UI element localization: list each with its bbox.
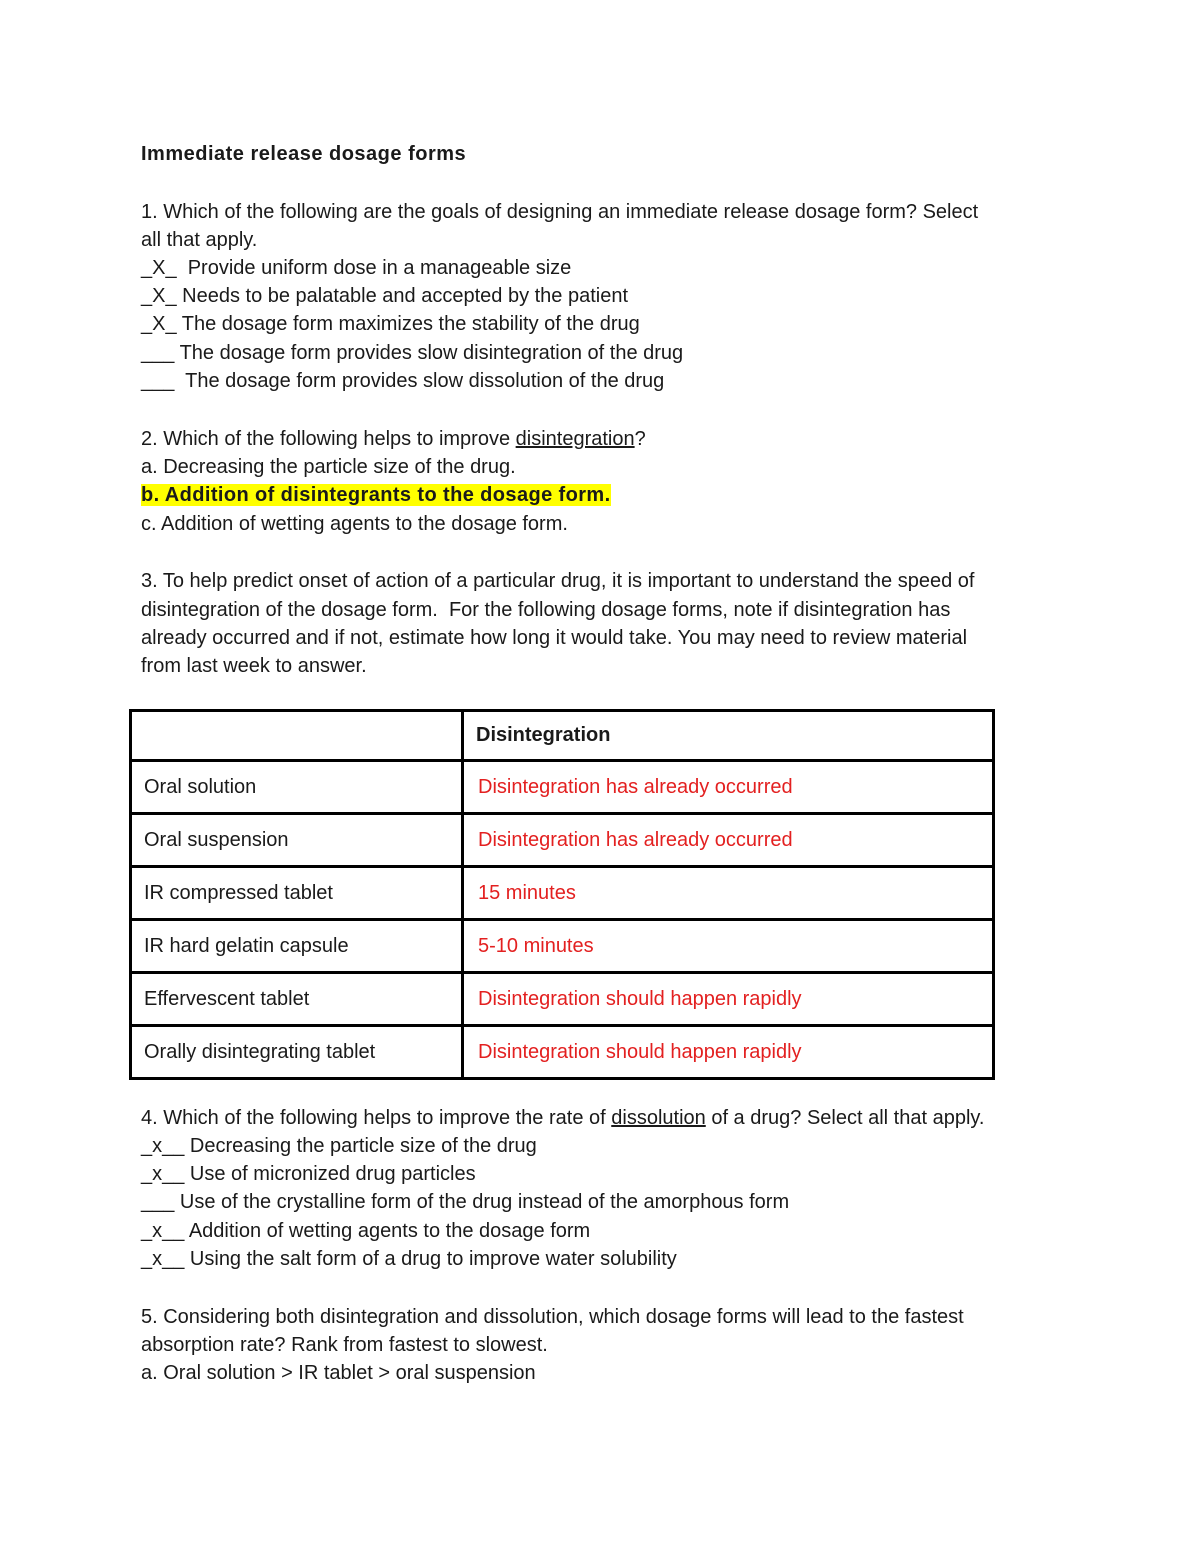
table-header-cell [131,711,463,761]
question-3-text-cont: disintegration of the dosage form. For the following dosage forms, note if disintegration has [141,599,951,621]
q2-option-a: a. Decreasing the particle size of the drug. [141,456,516,478]
q4-option: _x__ Decreasing the particle size of the drug [141,1135,537,1157]
q4-option: _x__ Using the salt form of a drug to improve water solubility [141,1248,677,1270]
dosage-form-cell: IR hard gelatin capsule [131,920,463,973]
q2-suffix: ? [634,428,646,450]
question-5-text: 5. Considering both disintegration and dissolution, which dosage forms will lead to the fastest [141,1306,964,1328]
question-3-text-cont: from last week to answer. [141,655,367,677]
disintegration-answer-cell: 5-10 minutes [463,920,994,973]
q1-option: _X_ Needs to be palatable and accepted by the patient [141,285,629,307]
disintegration-answer-cell: Disintegration has already occurred [463,814,994,867]
q1-option: _X_ Provide uniform dose in a manageable size [141,257,572,279]
q1-option: ___ The dosage form provides slow dissolution of the drug [141,370,665,392]
disintegration-answer-cell: Disintegration should happen rapidly [463,973,994,1026]
q1-option: _X_ The dosage form maximizes the stability of the drug [141,313,640,335]
q2-option-c: c. Addition of wetting agents to the dosage form. [141,513,568,535]
table-row [131,761,994,814]
q2-option-b [141,481,611,509]
question-3-text: 3. To help predict onset of action of a particular drug, it is important to understand the speed of [141,570,975,592]
table-header-row [131,711,994,761]
q5-answer-a: a. Oral solution > IR tablet > oral suspension [141,1362,536,1384]
table-row [131,867,994,920]
question-1-text: 1. Which of the following are the goals of designing an immediate release dosage form? Select [141,201,979,223]
dosage-form-cell: Oral solution [131,761,463,814]
q4-option: ___ Use of the crystalline form of the drug instead of the amorphous form [141,1191,790,1213]
table-row [131,814,994,867]
question-4-text [141,1104,984,1132]
table-header-cell: Disintegration [463,711,994,761]
q4-prefix: 4. Which of the following helps to improve the rate of [141,1107,612,1129]
dosage-form-cell: Orally disintegrating tablet [131,1026,463,1079]
disintegration-answer-cell: Disintegration should happen rapidly [463,1026,994,1079]
question-1-text-cont: all that apply. [141,229,258,251]
q1-option: ___ The dosage form provides slow disintegration of the drug [141,342,684,364]
q4-term: dissolution [611,1107,706,1129]
q2-answer-highlight: b. Addition of disintegrants to the dosage form. [141,484,611,506]
table-row [131,920,994,973]
page-title: Immediate release dosage forms [141,143,467,165]
dosage-form-cell: Oral suspension [131,814,463,867]
table-row [131,973,994,1026]
q4-suffix: of a drug? Select all that apply. [705,1107,985,1129]
q2-prefix: 2. Which of the following helps to improve [141,428,516,450]
q4-option: _x__ Use of micronized drug particles [141,1163,476,1185]
dosage-form-cell: Effervescent tablet [131,973,463,1026]
q4-option: _x__ Addition of wetting agents to the dosage form [141,1220,591,1242]
question-2-text [141,425,646,453]
disintegration-table [129,709,995,1080]
question-5-text-cont: absorption rate? Rank from fastest to slowest. [141,1334,548,1356]
disintegration-answer-cell: Disintegration has already occurred [463,761,994,814]
table-row [131,1026,994,1079]
question-3-text-cont: already occurred and if not, estimate how long it would take. You may need to review material [141,627,968,649]
dosage-form-cell: IR compressed tablet [131,867,463,920]
q2-term: disintegration [515,428,635,450]
disintegration-answer-cell: 15 minutes [463,867,994,920]
